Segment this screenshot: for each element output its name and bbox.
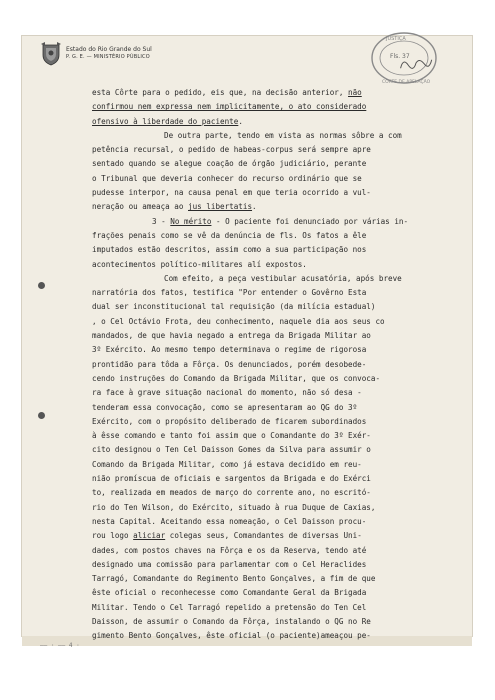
text-segment: Exército, com o propósito deliberado de ficarem subordinados bbox=[92, 416, 367, 426]
underlined-segment: aliciar bbox=[133, 531, 166, 541]
text-segment: . bbox=[238, 116, 243, 126]
text-line bbox=[92, 272, 452, 286]
text-segment: prontidão para tôda a Fôrça. Os denunciados, porém desobede- bbox=[92, 359, 367, 369]
text-line bbox=[92, 329, 452, 343]
text-line bbox=[92, 458, 452, 472]
text-line bbox=[92, 100, 452, 114]
text-line bbox=[92, 586, 452, 600]
text-line bbox=[92, 615, 452, 629]
underlined-segment: confirmou nem expressa nem implicitamente, o ato considerado bbox=[92, 102, 367, 112]
text-line bbox=[92, 429, 452, 443]
text-segment: êste oficial o reconhecesse como Comandante Geral da Brigada bbox=[92, 588, 367, 598]
text-segment: , o Cel Octávio Frota, deu conhecimento, naquele dia aos seus co bbox=[92, 316, 385, 326]
underlined-segment: não bbox=[348, 88, 362, 97]
text-line bbox=[92, 501, 452, 515]
text-line bbox=[92, 401, 452, 415]
text-line bbox=[92, 229, 452, 243]
text-line bbox=[92, 172, 452, 186]
text-line bbox=[92, 286, 452, 300]
text-line bbox=[92, 243, 452, 257]
text-line bbox=[92, 572, 452, 586]
text-segment: cito designou o Ten Cel Daisson Gomes da Silva para assumir o bbox=[92, 445, 371, 455]
text-segment: nesta Capital. Aceitando essa nomeação, o Cel Daisson procu- bbox=[92, 516, 367, 526]
text-segment: rou logo bbox=[92, 531, 134, 541]
text-line bbox=[92, 186, 452, 200]
text-segment: - O paciente foi denunciado por várias in- bbox=[211, 216, 409, 226]
text-line bbox=[92, 200, 452, 214]
text-segment: mandados, de que havia negado a entrega da Brigada Militar ao bbox=[92, 331, 371, 341]
text-segment: nião promíscua de oficiais e sargentos da Brigada e do Exérci bbox=[92, 474, 371, 484]
text-line bbox=[92, 315, 452, 329]
text-segment: Com efeito, a peça vestibular acusatória, após breve bbox=[164, 273, 402, 283]
text-line bbox=[92, 115, 452, 129]
text-segment: narratória dos fatos, testifica "Por entender o Govêrno Esta bbox=[92, 288, 367, 298]
stamp-top-text: JUSTIÇA bbox=[386, 36, 406, 42]
text-segment: esta Côrte para o pedido, eis que, na decisão anterior, bbox=[92, 88, 349, 97]
text-line bbox=[92, 372, 452, 386]
text-line bbox=[92, 157, 452, 171]
text-line bbox=[92, 300, 452, 314]
text-segment: neração ou ameaça ao bbox=[92, 202, 189, 212]
text-segment: gimento Bento Gonçalves, êste oficial (o paciente)ameaçou pe- bbox=[92, 631, 371, 641]
text-line bbox=[92, 529, 452, 543]
text-line bbox=[92, 472, 452, 486]
punch-hole bbox=[38, 412, 45, 419]
text-segment: Daisson, de assumir o Comando da Fôrça, instalando o QG no Re bbox=[92, 616, 371, 626]
text-segment: . bbox=[252, 202, 257, 212]
text-segment: Tarragó, Comandante do Regimento Bento Gonçalves, a fim de que bbox=[92, 574, 376, 584]
document-body bbox=[92, 86, 452, 644]
text-segment: sentado quando se alegue coação de órgão judiciário, perante bbox=[92, 159, 367, 169]
letterhead-office: P. G. E. — MINISTÉRIO PÚBLICO bbox=[66, 54, 150, 60]
text-line bbox=[92, 415, 452, 429]
text-line bbox=[92, 629, 452, 643]
text-segment: colegas seus, Comandantes de diversas Uni- bbox=[165, 531, 362, 541]
text-line bbox=[92, 215, 452, 229]
text-segment: designado uma comissão para parlamentar com o Cel Heraclides bbox=[92, 559, 367, 569]
text-line bbox=[92, 544, 452, 558]
text-line bbox=[92, 129, 452, 143]
stamp-bottom-text: CÔRTE DE APELAÇÃO bbox=[382, 80, 431, 85]
text-line bbox=[92, 443, 452, 457]
text-line bbox=[92, 486, 452, 500]
text-segment: ra face à grave situação nacional do momento, não só desa - bbox=[92, 388, 362, 398]
text-line bbox=[92, 358, 452, 372]
text-line bbox=[92, 386, 452, 400]
footer-mark: —— · —— 4 · bbox=[40, 642, 80, 649]
text-segment: Militar. Tendo o Cel Tarragó repelido a pretensão do Ten Cel bbox=[92, 602, 367, 612]
underlined-segment: ofensivo à liberdade do paciente bbox=[92, 116, 239, 126]
letterhead bbox=[66, 46, 152, 61]
text-line bbox=[92, 143, 452, 157]
text-line bbox=[92, 558, 452, 572]
text-segment: cendo instruções do Comando da Brigada Militar, que os convoca- bbox=[92, 373, 381, 383]
underlined-segment: No mérito bbox=[170, 216, 212, 226]
text-segment: 3 - bbox=[152, 216, 171, 226]
stamp-folio-text: Fls. 37 bbox=[390, 53, 410, 60]
coat-of-arms-icon bbox=[40, 42, 62, 66]
text-segment: rio do Ten Wilson, do Exército, situado à rua Duque de Caxias, bbox=[92, 502, 376, 512]
text-segment: petência recursal, o pedido de habeas-corpus será sempre apre bbox=[92, 145, 371, 155]
text-segment: tenderam essa convocação, como se apresentaram ao QG do 3º bbox=[92, 402, 358, 412]
text-segment: dades, com postos chaves na Fôrça e os da Reserva, tendo até bbox=[92, 545, 367, 555]
text-segment: acontecimentos político-militares alí expostos. bbox=[92, 259, 307, 269]
text-segment: à êsse comando e tanto foi assim que o Comandante do 3º Exér- bbox=[92, 431, 371, 441]
text-segment: to, realizada em meados de março do corrente ano, no escritó- bbox=[92, 488, 371, 498]
letterhead-state: Estado do Rio Grande do Sul bbox=[66, 46, 152, 53]
punch-hole bbox=[38, 282, 45, 289]
text-segment: De outra parte, tendo em vista as normas sôbre a com bbox=[164, 130, 402, 140]
underlined-segment: jus libertatis bbox=[188, 202, 253, 212]
text-segment: dual ser inconstitucional tal requisição (da milícia estadual) bbox=[92, 302, 376, 312]
text-line bbox=[92, 601, 452, 615]
text-line bbox=[92, 515, 452, 529]
text-segment: 3º Exército. Ao mesmo tempo determinava o regime de rigorosa bbox=[92, 345, 367, 355]
text-segment: Comando da Brigada Militar, como já estava decidido em reu- bbox=[92, 459, 362, 469]
text-line bbox=[92, 343, 452, 357]
text-segment: o Tribunal que deveria conhecer do recurso ordinário que se bbox=[92, 173, 362, 183]
text-segment: frações penais como se vê da denúncia de fls. Os fatos a êle bbox=[92, 230, 367, 240]
text-segment: imputados estão descritos, assim como a sua participação nos bbox=[92, 245, 367, 255]
text-line bbox=[92, 258, 452, 272]
text-line bbox=[92, 86, 452, 100]
text-segment: pudesse interpor, na causa penal em que teria ocorrido a vul- bbox=[92, 188, 371, 198]
